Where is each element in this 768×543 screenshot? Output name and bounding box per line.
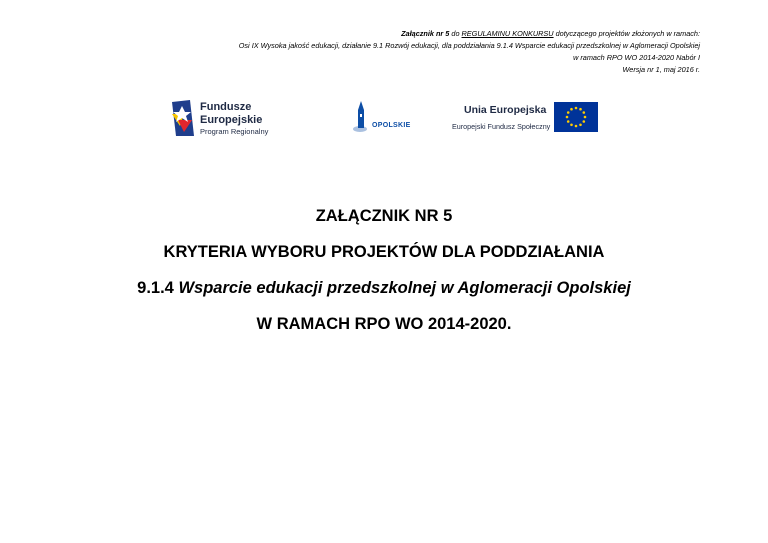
- annex-title: ZAŁĄCZNIK NR 5: [315, 207, 453, 225]
- header-connector: do: [449, 29, 462, 38]
- header-line-4: Wersja nr 1, maj 2016 r.: [622, 65, 700, 74]
- document-title-block: [0, 202, 768, 346]
- fe-subtitle: Program Regionalny: [200, 127, 269, 136]
- fe-star-icon: [170, 98, 196, 138]
- subaction-name: Wsparcie edukacji przedszkolnej w Aglomeracji Opolskiej: [178, 279, 631, 297]
- header-line-1-rest: dotyczącego projektów złożonych w ramach:: [553, 29, 700, 38]
- annex-label: Załącznik nr 5: [401, 29, 450, 38]
- opolskie-label: OPOLSKIE: [372, 122, 411, 129]
- header-line-3: w ramach RPO WO 2014-2020 Nabór I: [573, 53, 700, 62]
- opolskie-logo: [352, 100, 414, 138]
- ue-subtitle: Europejski Fundusz Społeczny: [452, 122, 551, 131]
- fe-line-2: Europejskie: [200, 114, 263, 126]
- ue-title: Unia Europejska: [464, 104, 547, 116]
- criteria-title: KRYTERIA WYBORU PROJEKTÓW DLA PODDZIAŁANIA: [163, 243, 605, 261]
- header-line-2: Osi IX Wysoka jakość edukacji, działanie 9.1 Rozwój edukacji, dla poddziałania 9.1.4 Wsparcie edukacji przedszkolnej w Aglomeracji Opolskiej: [238, 41, 700, 50]
- fe-title: [200, 101, 262, 127]
- eu-flag-icon: [554, 102, 598, 132]
- logo-bar: [0, 98, 768, 142]
- document-header: [60, 28, 700, 76]
- header-line-1: [60, 28, 700, 40]
- opolskie-emblem-icon: [352, 100, 372, 134]
- programme-title: W RAMACH RPO WO 2014-2020.: [256, 315, 512, 333]
- subaction-title: [0, 274, 768, 310]
- unia-europejska-logo: [452, 102, 598, 136]
- subaction-number: 9.1.4: [137, 279, 179, 297]
- fe-line-1: Fundusze: [200, 101, 252, 113]
- fundusze-europejskie-logo: [170, 98, 270, 140]
- regulation-link: REGULAMINU KONKURSU: [461, 29, 554, 38]
